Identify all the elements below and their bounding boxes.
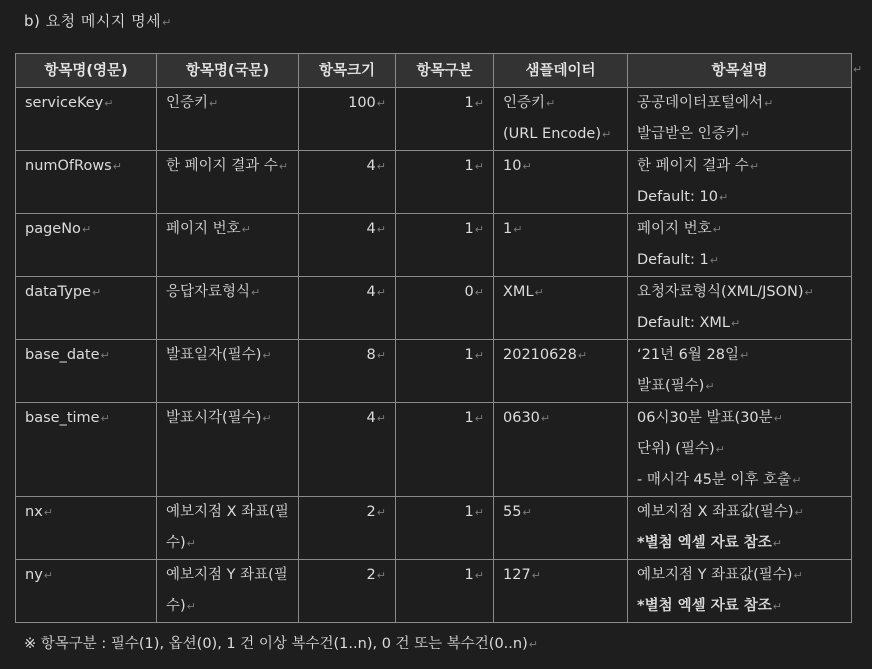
paragraph-mark-icon: ↵	[602, 128, 612, 141]
cell-type-text: 1	[464, 504, 474, 520]
cell-sample-text: (URL Encode)	[503, 126, 602, 142]
cell-ko-name-text: 예보지점 Y 좌표(필수)	[166, 567, 288, 614]
cell-description-line	[637, 308, 842, 339]
cell-type-line	[405, 151, 484, 182]
section-title	[24, 10, 172, 31]
paragraph-mark-icon: ↵	[739, 349, 750, 362]
cell-size-line	[308, 88, 386, 119]
cell-sample-text: XML	[503, 284, 534, 300]
cell-size-text: 4	[366, 284, 376, 300]
cell-ko-name-text: 발표일자(필수)	[166, 347, 262, 363]
column-header-sample: 샘플데이터	[494, 54, 628, 88]
column-header-type: 항목구분	[396, 54, 494, 88]
paragraph-mark-icon: ↵	[474, 412, 484, 425]
paragraph-mark-icon: ↵	[376, 506, 386, 519]
paragraph-mark-icon: ↵	[705, 380, 715, 393]
cell-sample-text: 55	[503, 504, 522, 520]
cell-en-name-line	[25, 497, 147, 528]
paragraph-mark-icon: ↵	[474, 223, 484, 236]
paragraph-mark-icon: ↵	[764, 97, 774, 110]
footnote	[24, 632, 538, 653]
cell-en-name	[16, 403, 157, 497]
cell-description-line	[637, 528, 842, 559]
cell-type	[396, 214, 494, 277]
cell-description-text: *별첨 엑셀 자료 참조	[637, 598, 772, 614]
cell-ko-name-text: 발표시각(필수)	[166, 410, 262, 426]
cell-ko-name-text: 인증키	[166, 95, 209, 111]
cell-size-line	[308, 560, 386, 591]
cell-type-line	[405, 403, 484, 434]
cell-description-line	[637, 340, 842, 371]
cell-description-line	[637, 245, 842, 276]
cell-type-line	[405, 560, 484, 591]
paragraph-mark-icon: ↵	[531, 569, 541, 582]
cell-size-line	[308, 340, 386, 371]
paragraph-mark-icon: ↵	[534, 286, 544, 299]
cell-ko-name	[157, 403, 299, 497]
table-header-row	[16, 54, 852, 88]
cell-type-line	[405, 497, 484, 528]
cell-sample	[494, 340, 628, 403]
paragraph-mark-icon: ↵	[793, 569, 803, 582]
table-row	[16, 88, 852, 151]
cell-description-text: 발표(필수)	[637, 378, 705, 394]
paragraph-mark-icon: ↵	[853, 63, 863, 76]
cell-type	[396, 497, 494, 560]
cell-description-line	[637, 371, 842, 402]
cell-description-text: 예보지점 X 좌표값(필수)	[637, 504, 794, 520]
cell-en-name	[16, 560, 157, 623]
cell-ko-name-line	[166, 277, 289, 308]
cell-description	[628, 497, 852, 560]
paragraph-mark-icon: ↵	[251, 286, 261, 299]
cell-ko-name-line	[166, 88, 289, 119]
cell-description-line	[637, 591, 842, 622]
cell-en-name-text: serviceKey	[25, 95, 104, 111]
table-row	[16, 497, 852, 560]
paragraph-mark-icon: ↵	[804, 286, 814, 299]
paragraph-mark-icon: ↵	[740, 128, 750, 141]
cell-size-text: 4	[366, 158, 376, 174]
cell-sample-text: 0630	[503, 410, 540, 426]
paragraph-mark-icon: ↵	[186, 600, 196, 613]
table-body	[16, 88, 852, 623]
cell-type	[396, 151, 494, 214]
paragraph-mark-icon: ↵	[376, 286, 386, 299]
request-message-spec-table	[15, 53, 852, 623]
cell-description-line	[637, 403, 842, 434]
cell-type-line	[405, 340, 484, 371]
cell-size-text: 4	[366, 410, 376, 426]
cell-description	[628, 340, 852, 403]
cell-sample-text: 1	[503, 221, 513, 237]
cell-sample	[494, 403, 628, 497]
paragraph-mark-icon: ↵	[100, 349, 110, 362]
cell-ko-name-line	[166, 151, 289, 182]
cell-sample	[494, 151, 628, 214]
cell-sample	[494, 277, 628, 340]
cell-en-name-line	[25, 151, 147, 182]
table-row	[16, 560, 852, 623]
paragraph-mark-icon: ↵	[162, 16, 172, 29]
paragraph-mark-icon: ↵	[577, 349, 588, 362]
paragraph-mark-icon: ↵	[262, 412, 272, 425]
cell-size-text: 2	[366, 567, 376, 583]
cell-sample-text: 인증키	[503, 95, 546, 111]
paragraph-mark-icon: ↵	[528, 638, 538, 651]
cell-description-line	[637, 119, 842, 150]
cell-type-line	[405, 277, 484, 308]
paragraph-mark-icon: ↵	[540, 412, 551, 425]
cell-description	[628, 277, 852, 340]
cell-type-text: 1	[464, 567, 474, 583]
cell-description-line	[637, 214, 842, 245]
cell-description-text: 06시30분 발표(30분	[637, 410, 773, 426]
table-row	[16, 151, 852, 214]
cell-en-name	[16, 277, 157, 340]
paragraph-mark-icon: ↵	[794, 506, 804, 519]
cell-ko-name-line	[166, 214, 289, 245]
cell-ko-name-line	[166, 497, 289, 559]
cell-description	[628, 560, 852, 623]
cell-size	[299, 277, 396, 340]
cell-size	[299, 88, 396, 151]
paragraph-mark-icon: ↵	[241, 223, 251, 236]
paragraph-mark-icon: ↵	[474, 506, 484, 519]
cell-description-line	[637, 465, 842, 496]
paragraph-mark-icon: ↵	[522, 506, 532, 519]
paragraph-mark-icon: ↵	[522, 160, 532, 173]
cell-sample	[494, 88, 628, 151]
cell-description	[628, 214, 852, 277]
paragraph-mark-icon: ↵	[731, 317, 741, 330]
table-row	[16, 214, 852, 277]
paragraph-mark-icon: ↵	[773, 412, 783, 425]
cell-en-name-text: ny	[25, 567, 43, 583]
cell-type	[396, 277, 494, 340]
cell-description-text: Default: 1	[637, 252, 709, 268]
paragraph-mark-icon: ↵	[772, 537, 783, 550]
cell-ko-name-line	[166, 560, 289, 622]
cell-description-line	[637, 560, 842, 591]
table-row	[16, 340, 852, 403]
footnote-text: ※ 항목구분 : 필수(1), 옵션(0), 1 건 이상 복수건(1..n), 0 건 또는 복수건(0..n)	[24, 636, 528, 652]
cell-en-name	[16, 497, 157, 560]
paragraph-mark-icon: ↵	[376, 223, 386, 236]
cell-en-name	[16, 151, 157, 214]
column-header-ko-name: 항목명(국문)	[157, 54, 299, 88]
paragraph-mark-icon: ↵	[772, 600, 783, 613]
cell-type-text: 1	[464, 95, 474, 111]
cell-sample	[494, 560, 628, 623]
cell-description	[628, 88, 852, 151]
cell-description-text: 한 페이지 결과 수	[637, 158, 749, 174]
cell-description-text: Default: XML	[637, 315, 730, 331]
cell-ko-name-text: 한 페이지 결과 수	[166, 158, 278, 174]
cell-description-line	[637, 88, 842, 119]
cell-sample-text: 127	[503, 567, 531, 583]
cell-description-text: 공공데이터포털에서	[637, 95, 764, 111]
table-row	[16, 277, 852, 340]
paragraph-mark-icon: ↵	[474, 97, 484, 110]
cell-size	[299, 403, 396, 497]
cell-ko-name-line	[166, 403, 289, 434]
cell-sample-text: 10	[503, 158, 522, 174]
cell-description-line	[637, 277, 842, 308]
paragraph-mark-icon: ↵	[376, 569, 386, 582]
cell-description-text: ‘21년 6월 28일	[637, 347, 739, 363]
cell-size	[299, 560, 396, 623]
column-header-en-name: 항목명(영문)	[16, 54, 157, 88]
cell-ko-name-text: 응답자료형식	[166, 284, 251, 300]
cell-size-text: 4	[366, 221, 376, 237]
cell-en-name-line	[25, 560, 147, 591]
cell-type-text: 1	[464, 158, 474, 174]
section-title-text: b) 요청 메시지 명세	[24, 12, 162, 30]
paragraph-mark-icon: ↵	[474, 569, 484, 582]
cell-en-name-text: nx	[25, 504, 43, 520]
cell-ko-name	[157, 277, 299, 340]
cell-size-text: 2	[366, 504, 376, 520]
cell-en-name-text: dataType	[25, 284, 91, 300]
cell-description	[628, 151, 852, 214]
cell-sample-line	[503, 560, 618, 591]
cell-en-name	[16, 88, 157, 151]
cell-size	[299, 151, 396, 214]
cell-size	[299, 214, 396, 277]
cell-type	[396, 340, 494, 403]
cell-description-line	[637, 151, 842, 182]
paragraph-mark-icon: ↵	[91, 286, 102, 299]
paragraph-mark-icon: ↵	[513, 223, 523, 236]
cell-sample-text: 20210628	[503, 347, 577, 363]
cell-size-line	[308, 151, 386, 182]
paragraph-mark-icon: ↵	[376, 160, 386, 173]
paragraph-mark-icon: ↵	[546, 97, 556, 110]
cell-description-text: - 매시각 45분 이후 호출	[637, 472, 792, 488]
paragraph-mark-icon: ↵	[104, 97, 114, 110]
cell-size-line	[308, 214, 386, 245]
cell-description-text: *별첨 엑셀 자료 참조	[637, 535, 772, 551]
paragraph-mark-icon: ↵	[81, 223, 92, 236]
cell-en-name	[16, 340, 157, 403]
paragraph-mark-icon: ↵	[715, 443, 725, 456]
cell-sample-line	[503, 340, 618, 371]
cell-en-name-text: pageNo	[25, 221, 81, 237]
cell-type-line	[405, 214, 484, 245]
paragraph-mark-icon: ↵	[718, 191, 729, 204]
cell-en-name-line	[25, 340, 147, 371]
cell-en-name-text: base_time	[25, 410, 100, 426]
cell-sample	[494, 497, 628, 560]
cell-en-name-text: numOfRows	[25, 158, 112, 174]
cell-sample	[494, 214, 628, 277]
paragraph-mark-icon: ↵	[376, 412, 386, 425]
cell-en-name-line	[25, 88, 147, 119]
cell-type	[396, 560, 494, 623]
paragraph-mark-icon: ↵	[43, 506, 53, 519]
cell-sample-line	[503, 497, 618, 528]
cell-sample-line	[503, 151, 618, 182]
cell-type-text: 1	[464, 347, 474, 363]
cell-en-name-line	[25, 277, 147, 308]
cell-sample-line	[503, 88, 618, 119]
paragraph-mark-icon: ↵	[278, 160, 289, 173]
cell-description-text: 요청자료형식(XML/JSON)	[637, 284, 804, 300]
paragraph-mark-icon: ↵	[376, 97, 386, 110]
cell-type-text: 1	[464, 410, 474, 426]
cell-description-line	[637, 497, 842, 528]
cell-size	[299, 497, 396, 560]
paragraph-mark-icon: ↵	[709, 254, 719, 267]
cell-ko-name	[157, 340, 299, 403]
paragraph-mark-icon: ↵	[209, 97, 219, 110]
cell-ko-name-line	[166, 340, 289, 371]
cell-en-name-text: base_date	[25, 347, 100, 363]
cell-description	[628, 403, 852, 497]
cell-description-text: Default: 10	[637, 189, 718, 205]
cell-size-line	[308, 277, 386, 308]
cell-description-text: 예보지점 Y 좌표값(필수)	[637, 567, 793, 583]
cell-ko-name-text: 페이지 번호	[166, 221, 241, 237]
cell-ko-name	[157, 151, 299, 214]
paragraph-mark-icon: ↵	[712, 223, 722, 236]
cell-ko-name	[157, 497, 299, 560]
cell-type-text: 0	[464, 284, 474, 300]
paragraph-mark-icon: ↵	[100, 412, 110, 425]
paragraph-mark-icon: ↵	[43, 569, 53, 582]
cell-description-text: 페이지 번호	[637, 221, 712, 237]
paragraph-mark-icon: ↵	[262, 349, 272, 362]
cell-type	[396, 403, 494, 497]
cell-ko-name-text: 예보지점 X 좌표(필수)	[166, 504, 289, 551]
paragraph-mark-icon: ↵	[474, 286, 484, 299]
cell-type-text: 1	[464, 221, 474, 237]
cell-size-line	[308, 497, 386, 528]
paragraph-mark-icon: ↵	[186, 537, 196, 550]
paragraph-mark-icon: ↵	[376, 349, 386, 362]
cell-sample-line	[503, 214, 618, 245]
paragraph-mark-icon: ↵	[112, 160, 122, 173]
cell-description-line	[637, 434, 842, 465]
cell-sample-line	[503, 277, 618, 308]
column-header-size: 항목크기	[299, 54, 396, 88]
cell-description-line	[637, 182, 842, 213]
cell-en-name-line	[25, 403, 147, 434]
cell-sample-line	[503, 119, 618, 150]
cell-size-line	[308, 403, 386, 434]
cell-ko-name	[157, 560, 299, 623]
column-header-description: 항목설명	[628, 54, 852, 88]
paragraph-mark-icon: ↵	[792, 474, 802, 487]
cell-size	[299, 340, 396, 403]
cell-description-text: 단위) (필수)	[637, 441, 715, 457]
cell-sample-line	[503, 403, 618, 434]
paragraph-mark-icon: ↵	[474, 160, 484, 173]
cell-size-text: 100	[348, 95, 376, 111]
paragraph-mark-icon: ↵	[474, 349, 484, 362]
cell-description-text: 발급받은 인증키	[637, 126, 740, 142]
cell-en-name	[16, 214, 157, 277]
paragraph-mark-icon: ↵	[749, 160, 760, 173]
cell-type	[396, 88, 494, 151]
cell-en-name-line	[25, 214, 147, 245]
cell-type-line	[405, 88, 484, 119]
cell-ko-name	[157, 214, 299, 277]
cell-size-text: 8	[366, 347, 376, 363]
table-row	[16, 403, 852, 497]
cell-ko-name	[157, 88, 299, 151]
